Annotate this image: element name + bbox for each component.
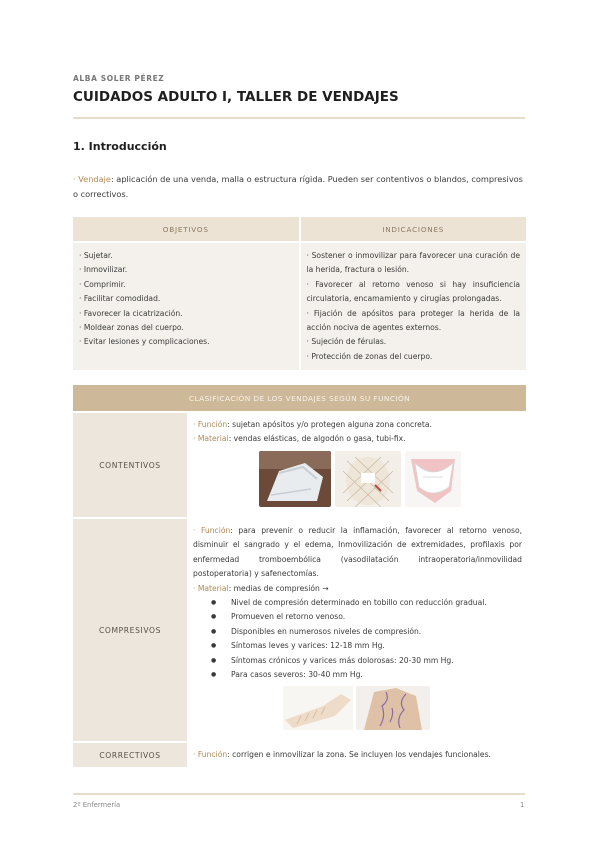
classification-header: CLASIFICACIÓN DE LOS VENDAJES SEGÚN SU FUNCIÓN [73,385,526,411]
objetivos-cell [73,243,299,370]
indicacion-item: · Fijación de apósitos para proteger la herida de la acción nociva de agentes externos. [306,308,520,333]
correctivos-content [189,743,526,767]
term-vendaje: Vendaje [78,174,111,184]
contentivos-content [189,413,526,517]
list-item: ● Para casos severos: 30-40 mm Hg. [231,668,522,682]
list-item: ● Síntomas crónicos y varices más dolorosas: 20-30 mm Hg. [231,654,522,668]
compresivos-photos [283,686,522,730]
objetivo-item: · Evitar lesiones y complicaciones. [79,337,210,347]
document-title: CUIDADOS ADULTO I, TALLER DE VENDAJES [73,89,399,105]
bullet-marker: · [73,174,79,184]
objetivo-item: · Sujetar. [79,251,113,260]
objetivos-header: OBJETIVOS [73,217,299,241]
indicacion-item: · Sujeción de férulas. [306,337,387,347]
objectives-indications-table [71,215,528,372]
list-item: ● Promueven el retorno venoso. [231,610,522,624]
indicaciones-cell [301,243,527,370]
leg-bandage-photo [283,686,353,730]
list-item: ● Nivel de compresión determinado en tobillo con reducción gradual. [231,596,522,610]
indicacion-item: · Sostener o inmovilizar para favorecer una curación de la herida, fractura o lesión. [306,251,520,275]
compresivos-label: COMPRESIVOS [73,519,187,741]
objetivo-item: · Moldear zonas del cuerpo. [79,323,184,333]
list-item: ● Disponibles en numerosos niveles de compresión. [231,625,522,639]
contentivos-label: CONTENTIVOS [73,413,187,517]
list-item: ● Síntomas leves y varices: 12-18 mm Hg. [231,639,522,653]
vendaje-definition: : aplicación de una venda, malla o estructura rígida. Pueden ser contentivos o blandos, compresivos o correctivos. [73,174,523,199]
title-divider [73,117,525,119]
indicaciones-header: INDICACIONES [301,217,527,241]
objetivo-item: · Facilitar comodidad. [79,294,161,304]
hand-bandage-photo [259,451,331,507]
intro-paragraph [73,172,528,202]
contentivos-funcion: · Función: sujetan apósitos y/o protegen alguna zona concreta. [193,420,432,429]
varicose-veins-photo [356,686,430,730]
compresivos-funcion: · Función: para prevenir o reducir la inflamación, favorecer al retorno venoso, disminuir el sangrado y el edema, Inmovilización de extremidades, profilaxis por enfermedad tromboembólica (vasodilatación intraoperatoria/inmovilidad postoperatoria) y safenectomías. [193,526,523,579]
footer-divider [73,793,525,795]
shoulder-sling-photo [405,451,461,507]
author-name: ALBA SOLER PÉREZ [73,74,165,83]
objetivo-item: · Favorecer la cicatrización. [79,308,183,318]
page-number: 1 [520,801,525,809]
compresivos-material: · Material: medias de compresión → [193,583,329,593]
tubular-mesh-photo [335,451,401,507]
objetivo-item: · Comprimir. [79,279,126,289]
compresivos-content [189,519,526,741]
footer-course: 2º Enfermería [73,801,121,809]
correctivos-funcion: · Función: corrigen e inmovilizar la zona. Se incluyen los vendajes funcionales. [193,750,491,759]
contentivos-photos [259,451,522,507]
contentivos-material: · Material: vendas elásticas, de algodón o gasa, tubi-fix. [193,434,406,444]
classification-table [71,383,528,769]
objetivo-item: · Inmovilizar. [79,265,128,275]
compression-details-list [193,596,522,682]
indicacion-item: · Protección de zonas del cuerpo. [306,351,433,361]
indicacion-item: · Favorecer al retorno venoso si hay insuficiencia circulatoria, encamamiento y cirugías prolongadas. [306,279,520,304]
correctivos-label: CORRECTIVOS [73,743,187,767]
section-heading: 1. Introducción [73,140,167,153]
